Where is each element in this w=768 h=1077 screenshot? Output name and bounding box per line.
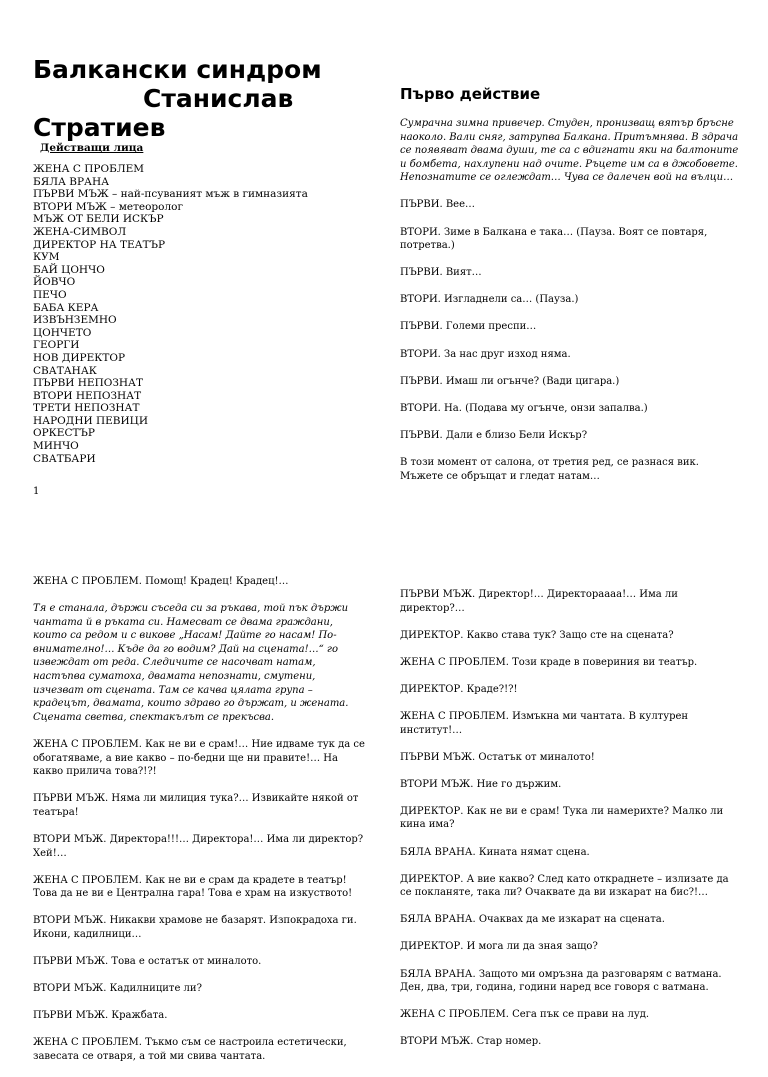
author-first-name: Станислав	[143, 84, 294, 113]
cast-member: БЯЛА ВРАНА	[33, 175, 110, 188]
author-last-name: Стратиев	[33, 113, 166, 142]
dialogue-line: ВТОРИ МЪЖ. Кадилниците ли?	[33, 983, 202, 995]
cast-member: НОВ ДИРЕКТОР	[33, 351, 126, 364]
dialogue-line: БЯЛА ВРАНА. Очаквах да ме изкарат на сцената.	[400, 914, 665, 926]
dialogue-line: БЯЛА ВРАНА. Кината нямат сцена.	[400, 846, 590, 858]
cast-member: БАЙ ЦОНЧО	[33, 263, 105, 276]
cast-member: СВАТБАРИ	[33, 452, 96, 465]
cast-member: ДИРЕКТОР НА ТЕАТЪР	[33, 238, 166, 251]
dialogue-line: ВТОРИ. За нас друг изход няма.	[400, 348, 571, 360]
dialogue-line: ПЪРВИ МЪЖ. Кражбата.	[33, 1010, 168, 1022]
cast-member: ВТОРИ МЪЖ – метеоролог	[33, 200, 183, 213]
cast-member: БАБА КЕРА	[33, 301, 99, 314]
dialogue-line: ЖЕНА С ПРОБЛЕМ. Тъкмо съм се настроила естетически, завесата се отваря, а той ми свива чантата.	[33, 1037, 347, 1062]
stage-direction: Тя е станала, държи съседа си за ръкава, той пък държи чантата й в ръката си. Намесват се двама граждани, които са редом и с викове „Насам! Дайте го насам! По-внимателно!… Къде да го водим? Дай на сцената!…“ го извеждат от реда. Следичите се насочват натам, настъпва суматоха, двамата непознати, смутени, изчезват от сцената. Там се качва цялата група – крадецът, двамата, които здраво го държат, и жената. Сцената светва, спектакълът се прекъсва.	[33, 603, 349, 723]
dialogue-line: ПЪРВИ. Вее…	[400, 199, 476, 211]
dialogue-line: ДИРЕКТОР. И мога ли да зная защо?	[400, 941, 598, 953]
dialogue-line: ВТОРИ. Зиме в Балкана е така… (Пауза. Воят се повтаря, потретва.)	[400, 226, 708, 252]
dialogue-line: ЖЕНА С ПРОБЛЕМ. Помощ! Крадец! Крадец!…	[33, 576, 289, 587]
dialogue-line: ЖЕНА С ПРОБЛЕМ. Измъкна ми чантата. В културен институт!…	[400, 710, 689, 736]
dialogue-line: ВТОРИ МЪЖ. Никакви храмове не базарят. Изпокрадоха ги. Икони, кадилници…	[33, 915, 357, 940]
dialogue-line: ВТОРИ. На. (Подава му огънче, онзи запалва.)	[400, 402, 648, 414]
dialogue-line: ПЪРВИ МЪЖ. Няма ли милиция тука?… Извикайте някой от театъра!	[33, 793, 359, 818]
cast-member: ИЗВЪНЗЕМНО	[33, 314, 117, 327]
cast-member: ВТОРИ НЕПОЗНАТ	[33, 389, 142, 402]
stage-direction: Сумрачна зимна привечер. Студен, пронизващ вятър бръсне наоколо. Вали сняг, затрупва Балкана. Притъмнява. В здрача се появяват двама души, те са с вдигнати яки на балтоните и бомбета, нахлупени над очите. Ръцете им са в джобовете. Непознатите се оглеждат… Чува се далечен вой на вълци…	[400, 118, 739, 184]
cast-member: ТРЕТИ НЕПОЗНАТ	[33, 402, 140, 415]
dialogue-line: ДИРЕКТОР. Какво става тук? Защо сте на сцената?	[400, 629, 674, 641]
cast-member: ГЕОРГИ	[33, 339, 80, 352]
play-title: Балкански синдром	[33, 55, 322, 84]
dialogue-line: ВТОРИ МЪЖ. Ние го държим.	[400, 778, 562, 790]
dialogue-line: ВТОРИ МЪЖ. Стар номер.	[400, 1036, 542, 1048]
dialogue-line: ПЪРВИ. Вият…	[400, 267, 482, 279]
dialogue-line: ПЪРВИ. Имаш ли огънче? (Вади цигара.)	[400, 375, 620, 387]
page2-left-column	[33, 575, 366, 1077]
cast-member: МЪЖ ОТ БЕЛИ ИСКЪР	[33, 213, 164, 226]
dialogue-line: БЯЛА ВРАНА. Защото ми омръзна да разговарям с ватмана. Ден, два, три, година, години наред все говоря с ватмана.	[400, 968, 722, 994]
play-title-block	[33, 55, 366, 142]
cast-member: ПЪРВИ НЕПОЗНАТ	[33, 377, 144, 390]
dialogue-line: ПЪРВИ МЪЖ. Директор!… Директораааа!… Има ли директор?…	[400, 589, 678, 614]
dialogue-line: ДИРЕКТОР. Как не ви е срам! Тука ли намерихте? Малко ли кина има?	[400, 805, 724, 831]
cast-list	[33, 163, 366, 465]
cast-member: МИНЧО	[33, 440, 79, 453]
cast-heading: Действащи лица	[40, 142, 144, 154]
cast-member: ПЪРВИ МЪЖ – най-псуваният мъж в гимназията	[33, 188, 308, 201]
act-title: Първо действие	[400, 85, 541, 103]
dialogue-line: ВТОРИ. Изгладнели са… (Пауза.)	[400, 294, 579, 306]
dialogue-line: ПЪРВИ МЪЖ. Остатък от миналото!	[400, 751, 595, 763]
dialogue-line: ЖЕНА С ПРОБЛЕМ. Как не ви е срам да крадете в театър! Това да не ви е Централна гара! Това е храм на изкуството!	[33, 874, 353, 900]
dialogue-line: ПЪРВИ. Дали е близо Бели Искър?	[400, 429, 588, 441]
cast-member: ОРКЕСТЪР	[33, 427, 95, 440]
dialogue-line: ПЪРВИ МЪЖ. Това е остатък от миналото.	[33, 955, 262, 967]
title-page	[33, 55, 366, 497]
act-one-opening	[400, 85, 740, 497]
dialogue-line: В този момент от салона, от третия ред, се разнася вик. Мъжете се обръщат и гледат натам…	[400, 456, 699, 482]
cast-member: ПЕЧО	[33, 288, 67, 301]
dialogue-line: ДИРЕКТОР. А вие какво? След като откраднете – излизате да се покланяте, така ли? Очаквате да ви изкарат на бис?!…	[400, 873, 729, 899]
cast-member: ЖЕНА-СИМВОЛ	[33, 225, 127, 238]
cast-member: ЦОНЧЕТО	[33, 326, 92, 339]
dialogue-line: ЖЕНА С ПРОБЛЕМ. Този краде в повериния ви театър.	[400, 656, 698, 668]
cast-member: ЖЕНА С ПРОБЛЕМ	[33, 163, 145, 175]
dialogue-line: ЖЕНА С ПРОБЛЕМ. Сега пък се прави на луд.	[400, 1009, 650, 1021]
cast-member: КУМ	[33, 251, 60, 264]
page-number: 1	[33, 486, 40, 498]
dialogue-line: ПЪРВИ. Големи преспи…	[400, 321, 537, 333]
cast-member: НАРОДНИ ПЕВИЦИ	[33, 414, 148, 427]
dialogue-line: ВТОРИ МЪЖ. Директора!!!… Директора!… Има ли директор? Хей!…	[33, 833, 364, 859]
page2-right-column	[400, 588, 740, 1062]
dialogue-line: ДИРЕКТОР. Краде?!?!	[400, 683, 518, 695]
act-paragraphs	[400, 117, 740, 483]
dialogue-line: ЖЕНА С ПРОБЛЕМ. Как не ви е срам!… Ние идваме тук да се обогатяваме, а вие какво – по-бедни ще ни правите!… На какво прилича това?!?!	[33, 738, 365, 778]
cast-member: СВАТАНАК	[33, 364, 97, 377]
cast-member: ЙОВЧО	[33, 276, 76, 289]
